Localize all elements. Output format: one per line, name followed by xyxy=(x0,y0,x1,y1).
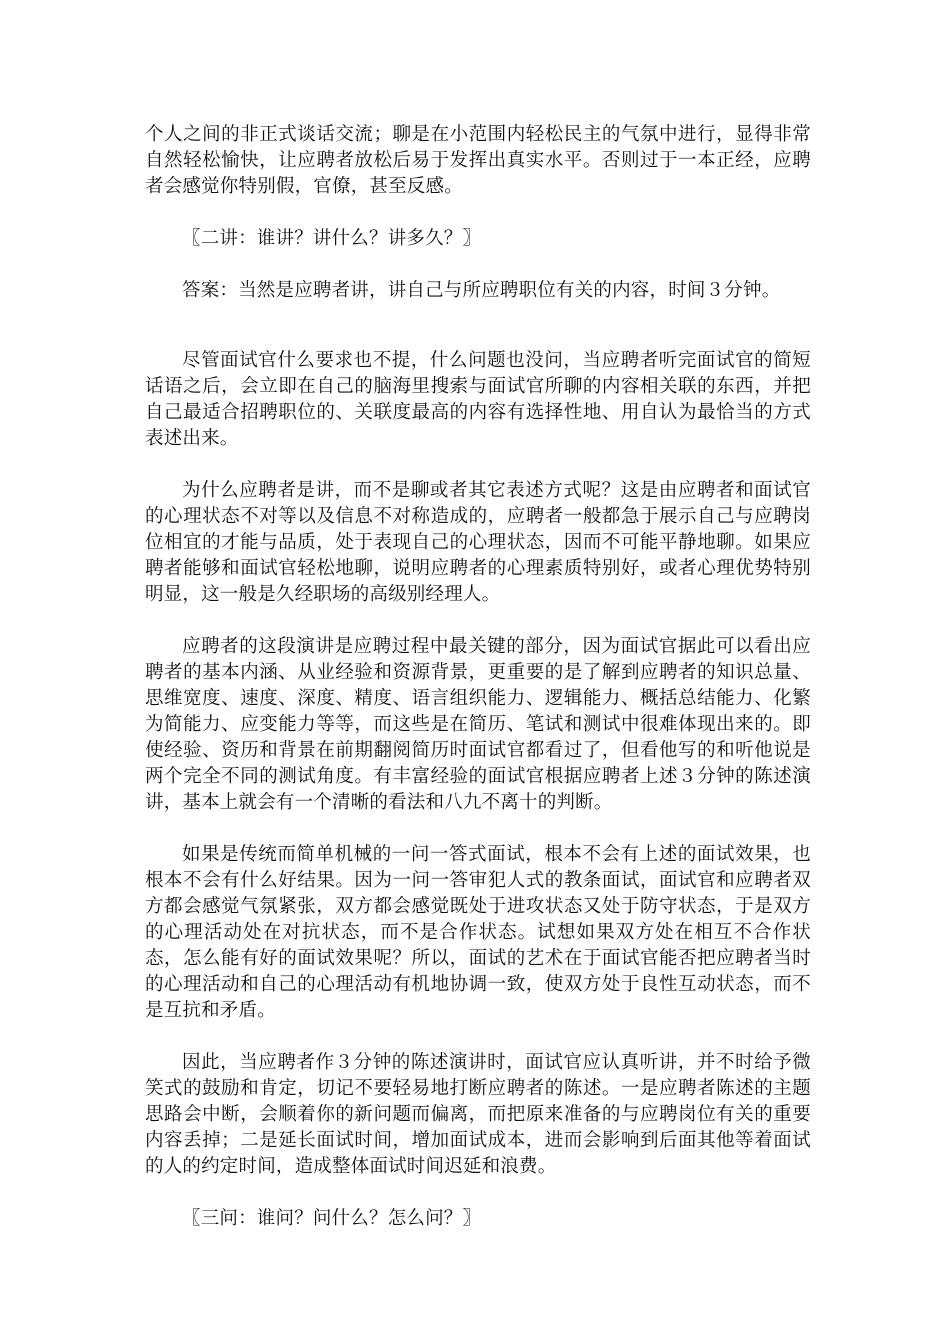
paragraph-intro-continued: 个人之间的非正式谈话交流；聊是在小范围内轻松民主的气氛中进行，显得非常自然轻松愉快，让应聘者放松后易于发挥出真实水平。否则过于一本正经，应聘者会感觉你特别假，官僚，甚至反感。 xyxy=(145,124,811,197)
section-heading-three-ask: 〖三问：谁问？问什么？怎么问？〗 xyxy=(182,1208,482,1229)
paragraph-body-4: 如果是传统而简单机械的一问一答式面试，根本不会有上述的面试效果，也根本不会有什么好结果。因为一问一答审犯人式的教条面试，面试官和应聘者双方都会感觉气氛紧张，双方都会感觉既处于进攻状态又处于防守状态，于是双方的心理活动处在对抗状态，而不是合作状态。试想如果双方处在相互不合作状态，怎么能有好的面试效果呢？所以，面试的艺术在于面试官能否把应聘者当时的心理活动和自己的心理活动有机地协调一致，使双方处于良性互动状态，而不是互抗和矛盾。 xyxy=(145,844,811,1021)
spacer xyxy=(145,1024,811,1050)
paragraph-body-5: 因此，当应聘者作３分钟的陈述演讲时，面试官应认真听讲，并不时给予微笑式的鼓励和肯定，切记不要轻易地打断应聘者的陈述。一是应聘者陈述的主题思路会中断，会顺着你的新问题而偏离，而把原来准备的与应聘岗位有关的重要内容丢掉；二是延长面试时间，增加面试成本，进而会影响到后面其他等着面试的人的约定时间，造成整体面试时间迟延和浪费。 xyxy=(145,1052,811,1177)
spacer xyxy=(145,252,811,278)
spacer xyxy=(145,1180,811,1206)
spacer xyxy=(145,304,811,348)
paragraph-body-3: 应聘者的这段演讲是应聘过程中最关键的部分，因为面试官据此可以看出应聘者的基本内涵、从业经验和资源背景，更重要的是了解到应聘者的知识总量、思维宽度、速度、深度、精度、语言组织能力、逻辑能力、概括总结能力、化繁为简能力、应变能力等等，而这些是在简历、笔试和测试中很难体现出来的。即使经验、资历和背景在前期翻阅简历时面试官都看过了，但看他写的和听他说是两个完全不同的测试角度。有丰富经验的面试官根据应聘者上述３分钟的陈述演讲，基本上就会有一个清晰的看法和八九不离十的判断。 xyxy=(145,636,811,813)
spacer xyxy=(145,608,811,634)
spacer xyxy=(145,200,811,226)
spacer xyxy=(145,452,811,478)
paragraph-body-1: 尽管面试官什么要求也不提，什么问题也没问，当应聘者听完面试官的简短话语之后，会立即在自己的脑海里搜索与面试官所聊的内容相关联的东西，并把自己最适合招聘职位的、关联度最高的内容有选择性地、用自认为最恰当的方式表述出来。 xyxy=(145,350,811,449)
section-heading-two-speak: 〖二讲：谁讲？讲什么？讲多久？〗 xyxy=(182,228,482,249)
document-page xyxy=(145,122,811,1232)
spacer xyxy=(145,816,811,842)
paragraph-body-2: 为什么应聘者是讲，而不是聊或者其它表述方式呢？这是由应聘者和面试官的心理状态不对等以及信息不对称造成的，应聘者一般都急于展示自己与应聘岗位相宜的才能与品质，处于表现自己的心理状态，因而不可能平静地聊。如果应聘者能够和面试官轻松地聊，说明应聘者的心理素质特别好，或者心理优势特别明显，这一般是久经职场的高级别经理人。 xyxy=(145,480,811,605)
paragraph-answer: 答案：当然是应聘者讲，讲自己与所应聘职位有关的内容，时间３分钟。 xyxy=(182,280,781,301)
